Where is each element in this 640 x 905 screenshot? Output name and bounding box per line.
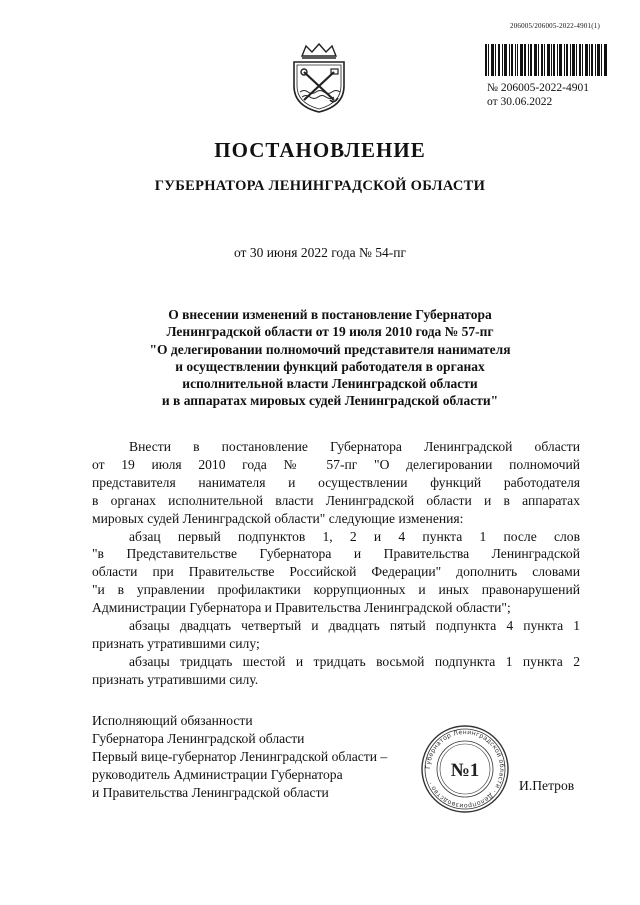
heading-line: и в аппаратах мировых судей Ленинградской области" (161, 393, 499, 409)
signature-line: Исполняющий обязанности (92, 713, 253, 728)
signature-line: Первый вице-губернатор Ленинградской области – (92, 748, 388, 764)
heading-line: Ленинградской области от 19 июля 2010 года № 57-пг (166, 324, 494, 340)
body-line: абзацы двадцать четвертый и двадцать пятый подпункта 4 пункта 1 (129, 618, 580, 634)
body-line: от 19 июля 2010 года № 57-пг "О делегировании полномочий (92, 456, 580, 472)
body-line: представителя нанимателя и осуществлении функций работодателя (92, 474, 580, 490)
seal-number: №1 (450, 760, 480, 781)
seal-ring-text: Губернатор Ленинградской области · Делопроизводство · (424, 728, 506, 810)
coat-of-arms-emblem (288, 42, 350, 114)
body-line: абзац первый подпунктов 1, 2 и 4 пункта 1 после слов (129, 528, 580, 544)
signature-block (92, 712, 387, 802)
document-date-number: от 30 июня 2022 года № 54-пг (233, 245, 407, 260)
signer-name: И.Петров (519, 778, 575, 793)
barcode (485, 44, 607, 76)
document-heading (100, 306, 560, 410)
document-title: ПОСТАНОВЛЕНИЕ (214, 138, 426, 162)
heading-line: "О делегировании полномочий представителя нанимателя (149, 341, 511, 357)
registration-date: от 30.06.2022 (487, 96, 553, 108)
body-line: "в Представительстве Губернатора и Правительства Ленинградской (92, 546, 580, 562)
document-reference: 206005/206005-2022-4901(1) (510, 22, 600, 30)
body-line: "и в управлении профилактики коррупционных и иных правонарушений (92, 582, 580, 598)
heading-line: исполнительной власти Ленинградской области (182, 376, 478, 392)
body-line: абзацы тридцать шестой и тридцать восьмой подпункта 1 пункта 2 (129, 653, 580, 669)
heading-line: и осуществлении функций работодателя в органах (175, 358, 485, 374)
document-issuer: ГУБЕРНАТОРА ЛЕНИНГРАДСКОЙ ОБЛАСТИ (154, 178, 486, 194)
body-line: мировых судей Ленинградской области" следующие изменения: (92, 510, 464, 526)
body-line: признать утратившими силу; (92, 635, 260, 651)
body-line: признать утратившими силу. (92, 671, 259, 687)
heading-line: О внесении изменений в постановление Губернатора (168, 307, 492, 322)
official-seal-stamp (420, 724, 510, 814)
signature-line: руководитель Администрации Губернатора (92, 766, 343, 782)
document-body (92, 438, 580, 689)
registration-block (487, 81, 589, 109)
registration-number: № 206005-2022-4901 (487, 82, 590, 94)
body-line: области при Правительстве Российской Федерации" дополнить словами (92, 564, 580, 580)
body-line: Внести в постановление Губернатора Ленинградской области (129, 439, 580, 454)
body-line: в органах исполнительной власти Ленинградской области и в аппаратах (92, 492, 580, 508)
signature-line: Губернатора Ленинградской области (92, 730, 305, 746)
signature-line: и Правительства Ленинградской области (92, 784, 329, 800)
body-line: Администрации Губернатора и Правительства Ленинградской области"; (92, 600, 511, 616)
